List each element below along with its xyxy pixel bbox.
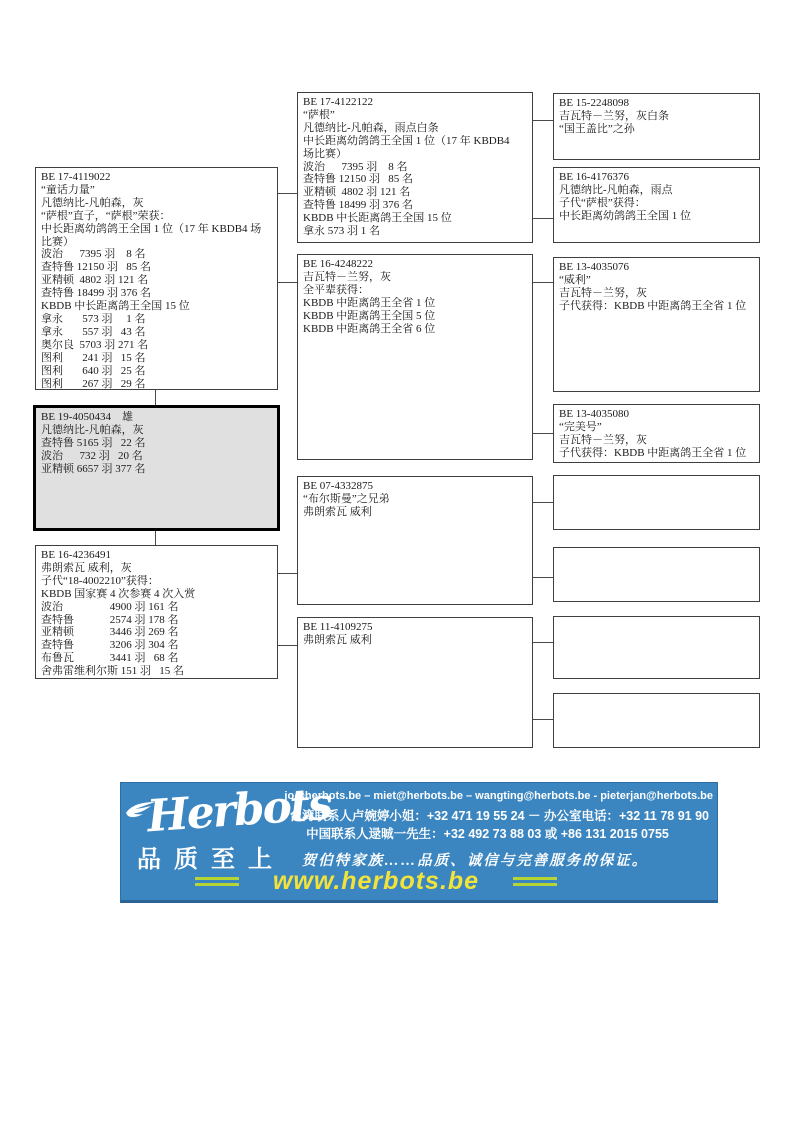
connector-line	[533, 719, 553, 720]
text-line: 图利 241 羽 15 名	[41, 351, 146, 364]
text-line: 拿永 573 羽 1 名	[41, 312, 146, 325]
pedigree-box-grandparent-5-empty	[553, 475, 760, 530]
text-line: 查特鲁 18499 羽 376 名	[303, 199, 413, 212]
pedigree-box-grandparent-3	[553, 257, 760, 392]
website-url: www.herbots.be	[272, 867, 480, 895]
text-line: 布鲁瓦 3441 羽 68 名	[41, 652, 179, 665]
connector-line	[533, 282, 553, 283]
china-contact-line: 中国联系人逯晠一先生：+32 492 73 88 03 或 +86 131 2015 0755	[306, 827, 669, 841]
pedigree-box-sire-sire	[297, 92, 533, 243]
connector-line	[533, 642, 553, 643]
text-line: “完美号”	[559, 420, 602, 433]
quality-slogan: 品质至上	[137, 847, 285, 873]
text-line: 中长距离幼鸽鸽王全国 1 位（17 年 KBDB4	[303, 134, 510, 147]
connector-line	[278, 282, 297, 283]
connector-line	[278, 573, 297, 574]
text-line: 舍弗雷维利尔斯 151 羽 15 名	[41, 665, 184, 678]
pedigree-box-grandparent-4	[553, 404, 760, 463]
text-line: 拿永 573 羽 1 名	[303, 225, 380, 238]
text-line: 子代获得：KBDB 中距离鸽王全省 1 位	[559, 299, 747, 312]
herbots-logo: Herbots	[145, 778, 333, 843]
text-line: 亚精顿 6657 羽 377 名	[41, 462, 146, 475]
connector-line	[278, 645, 297, 646]
text-line: 弗朗索瓦 威利，灰	[41, 561, 132, 574]
text-line: 奥尔良 5703 羽 271 名	[41, 338, 149, 351]
pedigree-box-grandparent-8-empty	[553, 693, 760, 748]
text-line: 查特鲁 18499 羽 376 名	[41, 287, 151, 300]
text-line: 亚精顿 3446 羽 269 名	[41, 626, 179, 639]
text-line: “国王盖比”之孙	[559, 122, 635, 135]
text-line: “童话力量”	[41, 183, 95, 196]
connector-line	[533, 502, 553, 503]
text-line: BE 13-4035080	[559, 408, 629, 420]
text-line: 查特鲁 2574 羽 178 名	[41, 613, 179, 626]
text-line: 子代“萨根”获得：	[559, 196, 646, 209]
text-line: 凡德纳比-凡帕森，灰	[41, 423, 144, 436]
pedigree-box-subject	[33, 405, 280, 531]
double-line-decoration-left	[195, 877, 239, 886]
text-line: “威利”	[559, 273, 591, 286]
text-line: 中长距离幼鸽鸽王全国 1 位	[559, 209, 691, 222]
text-line: 吉瓦特－兰努，灰	[559, 286, 647, 299]
text-line: 图利 267 羽 29 名	[41, 377, 146, 390]
pedigree-box-dam-dam	[297, 617, 533, 748]
text-line: 凡德纳比-凡帕森，灰	[41, 196, 144, 209]
text-line: BE 16-4176376	[559, 171, 629, 183]
text-line: BE 11-4109275	[303, 621, 373, 633]
pedigree-box-sire-dam	[297, 254, 533, 460]
pedigree-box-grandparent-2	[553, 167, 760, 243]
text-line: BE 16-4248222	[303, 258, 373, 270]
text-line: 查特鲁 12150 羽 85 名	[303, 173, 413, 186]
text-line: 亚精顿 4802 羽 121 名	[303, 186, 411, 199]
text-line: 拿永 557 羽 43 名	[41, 325, 146, 338]
text-line: BE 16-4236491	[41, 549, 111, 561]
text-line: 子代“18-4002210”获得：	[41, 574, 159, 587]
text-line: “布尔斯曼”之兄弟	[303, 492, 390, 505]
text-line: KBDB 中距离鸽王全省 1 位	[303, 296, 436, 309]
herbots-banner	[120, 778, 718, 903]
text-line: BE 15-2248098	[559, 97, 629, 109]
text-line: 吉瓦特－兰努，灰	[559, 433, 647, 446]
text-line: 吉瓦特－兰努，灰白条	[559, 109, 669, 122]
website-row	[181, 867, 571, 896]
text-line: 波治 732 羽 20 名	[41, 449, 143, 462]
pedigree-box-sire	[35, 167, 278, 390]
double-line-decoration-right	[513, 877, 557, 886]
text-line: KBDB 国家赛 4 次参赛 4 次入赏	[41, 587, 196, 600]
text-line: KBDB 中距离鸽王全省 6 位	[303, 322, 436, 335]
text-line: 全平辈获得：	[303, 283, 369, 296]
text-line: “萨根”直子，“萨根”荣获：	[41, 209, 171, 222]
contact-emails: jo@herbots.be – miet@herbots.be – wangting@herbots.be - pieterjan@herbots.be	[284, 790, 713, 802]
connector-line	[278, 193, 297, 194]
text-line: KBDB 中距离鸽王全国 5 位	[303, 309, 436, 322]
text-line: 图利 640 羽 25 名	[41, 364, 146, 377]
pedigree-box-grandparent-7-empty	[553, 616, 760, 679]
text-line: BE 13-4035076	[559, 261, 629, 273]
text-line: 查特鲁 12150 羽 85 名	[41, 261, 151, 274]
text-line: 场比赛）	[303, 147, 347, 160]
text-line: 亚精顿 4802 羽 121 名	[41, 274, 149, 287]
text-line: BE 19-4050434 雄	[41, 411, 133, 423]
connector-line	[533, 120, 553, 121]
connector-line	[533, 577, 553, 578]
text-line: KBDB 中长距离鸽王全国 15 位	[41, 300, 190, 313]
text-line: BE 17-4122122	[303, 96, 373, 108]
text-line: KBDB 中长距离鸽王全国 15 位	[303, 212, 452, 225]
text-line: BE 17-4119022	[41, 171, 111, 183]
text-line: 查特鲁 3206 羽 304 名	[41, 639, 179, 652]
family-tagline: 贺伯特家族……品质、诚信与完善服务的保证。	[301, 853, 649, 869]
text-line: 查特鲁 5165 羽 22 名	[41, 436, 146, 449]
connector-line	[533, 218, 553, 219]
pedigree-box-dam	[35, 545, 278, 679]
connector-line	[533, 433, 553, 434]
text-line: 中长距离幼鸽鸽王全国 1 位（17 年 KBDB4 场	[41, 222, 262, 235]
connector-line	[155, 390, 156, 405]
text-line: 比赛）	[41, 235, 74, 248]
text-line: BE 07-4332875	[303, 480, 373, 492]
text-line: “萨根”	[303, 108, 335, 121]
text-line: 波治 7395 羽 8 名	[303, 160, 408, 173]
connector-line	[155, 531, 156, 545]
text-line: 弗朗索瓦 威利	[303, 633, 372, 646]
text-line: 波治 4900 羽 161 名	[41, 600, 179, 613]
pedigree-box-grandparent-1	[553, 93, 760, 160]
text-line: 波治 7395 羽 8 名	[41, 248, 146, 261]
text-line: 吉瓦特－兰努，灰	[303, 270, 391, 283]
text-line: 凡德纳比-凡帕森，雨点白条	[303, 121, 439, 134]
taiwan-contact-line: 台湾联系人卢婉婷小姐：+32 471 19 55 24 － 办公室电话：+32 11 78 91 90	[289, 809, 709, 823]
text-line: 弗朗索瓦 威利	[303, 505, 372, 518]
pedigree-box-grandparent-6-empty	[553, 547, 760, 602]
text-line: 子代获得：KBDB 中距离鸽王全省 1 位	[559, 446, 747, 459]
pedigree-box-dam-sire	[297, 476, 533, 605]
text-line: 凡德纳比-凡帕森，雨点	[559, 183, 673, 196]
